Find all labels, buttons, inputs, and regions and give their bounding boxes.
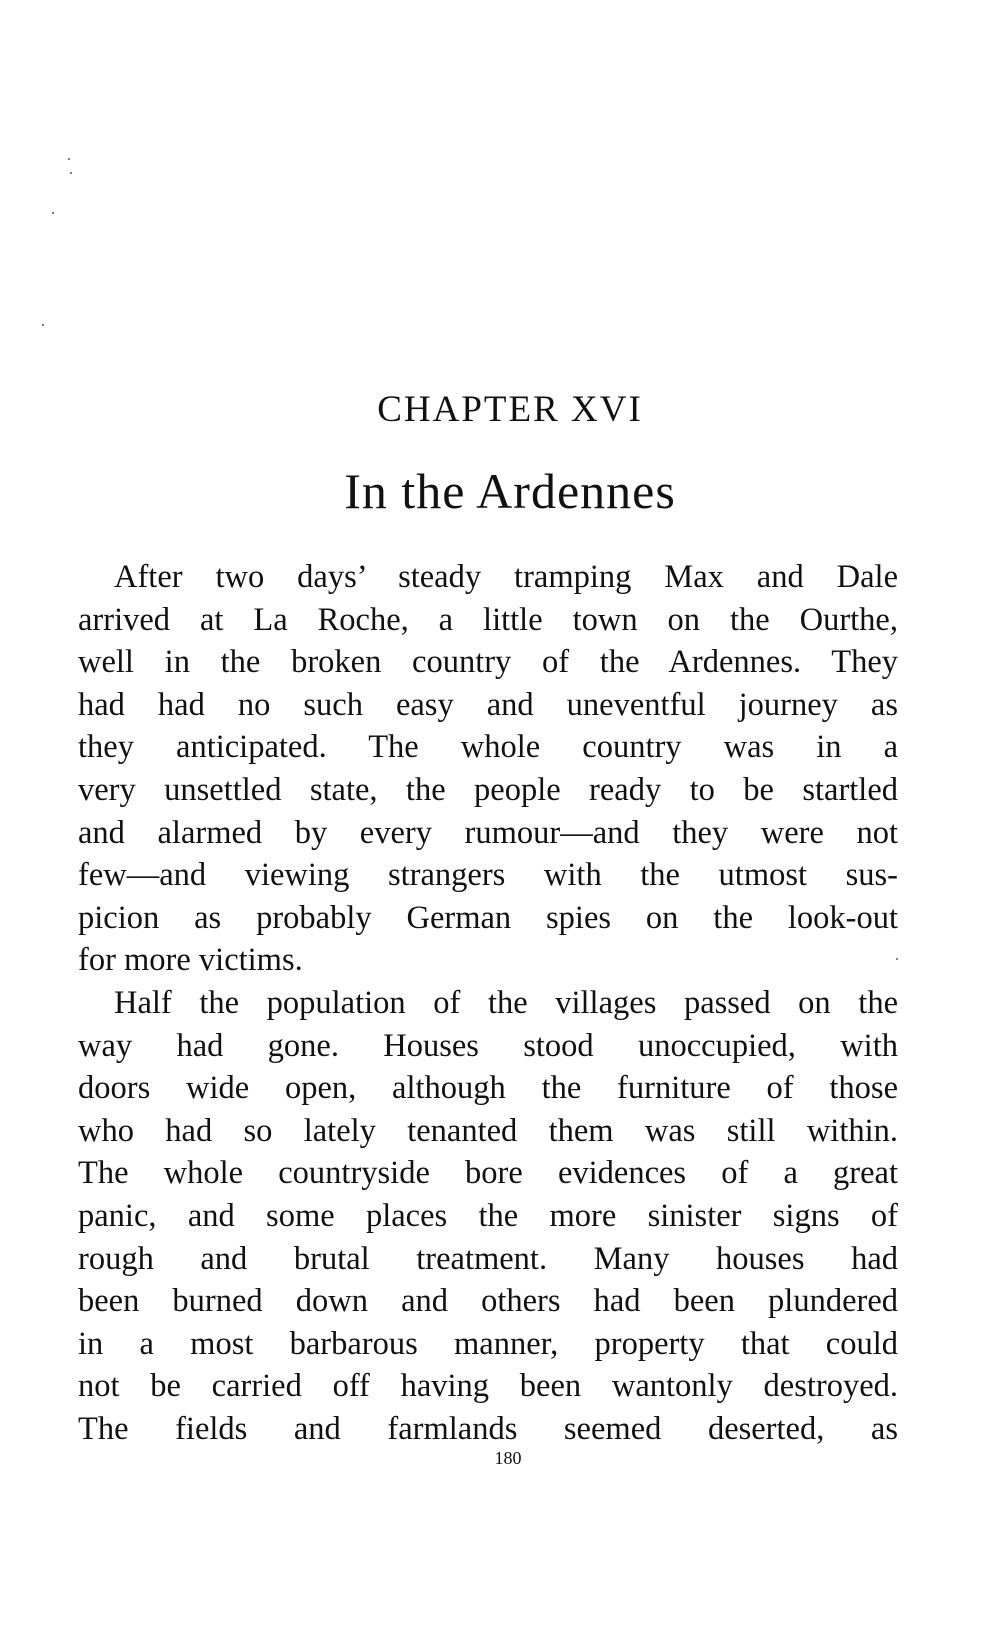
- text-line: in a most barbarous manner, property that could: [78, 1325, 898, 1362]
- text-line: had had no such easy and uneventful journey as: [78, 686, 898, 723]
- page-number: 180: [494, 1448, 522, 1468]
- text-line: Half the population of the villages passed on the: [114, 984, 898, 1021]
- scan-speck: [42, 324, 44, 326]
- text-line: very unsettled state, the people ready to be startled: [78, 771, 898, 808]
- scan-speck: [70, 172, 72, 174]
- text-line: rough and brutal treatment. Many houses had: [78, 1240, 898, 1277]
- text-line: they anticipated. The whole country was in a: [78, 729, 898, 766]
- scan-speck: [52, 212, 54, 214]
- text-line: The whole countryside bore evidences of a great: [78, 1155, 898, 1192]
- text-line: arrived at La Roche, a little town on the Ourthe,: [78, 601, 898, 638]
- scan-speck: [68, 158, 70, 160]
- text-line: way had gone. Houses stood unoccupied, with: [78, 1027, 898, 1064]
- text-line: well in the broken country of the Ardennes. They: [78, 644, 898, 681]
- text-line: for more victims.: [78, 942, 303, 979]
- text-line: been burned down and others had been plundered: [78, 1283, 898, 1320]
- chapter-label: CHAPTER XVI: [377, 389, 643, 430]
- text-line: and alarmed by every rumour—and they were not: [78, 814, 898, 851]
- text-line: doors wide open, although the furniture of those: [78, 1070, 898, 1107]
- text-line: who had so lately tenanted them was still within.: [78, 1112, 898, 1149]
- text-line: picion as probably German spies on the look-out: [78, 899, 898, 936]
- text-line: not be carried off having been wantonly destroyed.: [78, 1368, 898, 1405]
- text-line: few—and viewing strangers with the utmost sus-: [78, 857, 898, 894]
- text-line: After two days’ steady tramping Max and Dale: [114, 559, 898, 595]
- body-text: [78, 556, 898, 1450]
- text-line: The fields and farmlands seemed deserted, as: [78, 1410, 898, 1447]
- chapter-title: In the Ardennes: [344, 463, 676, 519]
- text-line: panic, and some places the more sinister signs of: [78, 1197, 898, 1234]
